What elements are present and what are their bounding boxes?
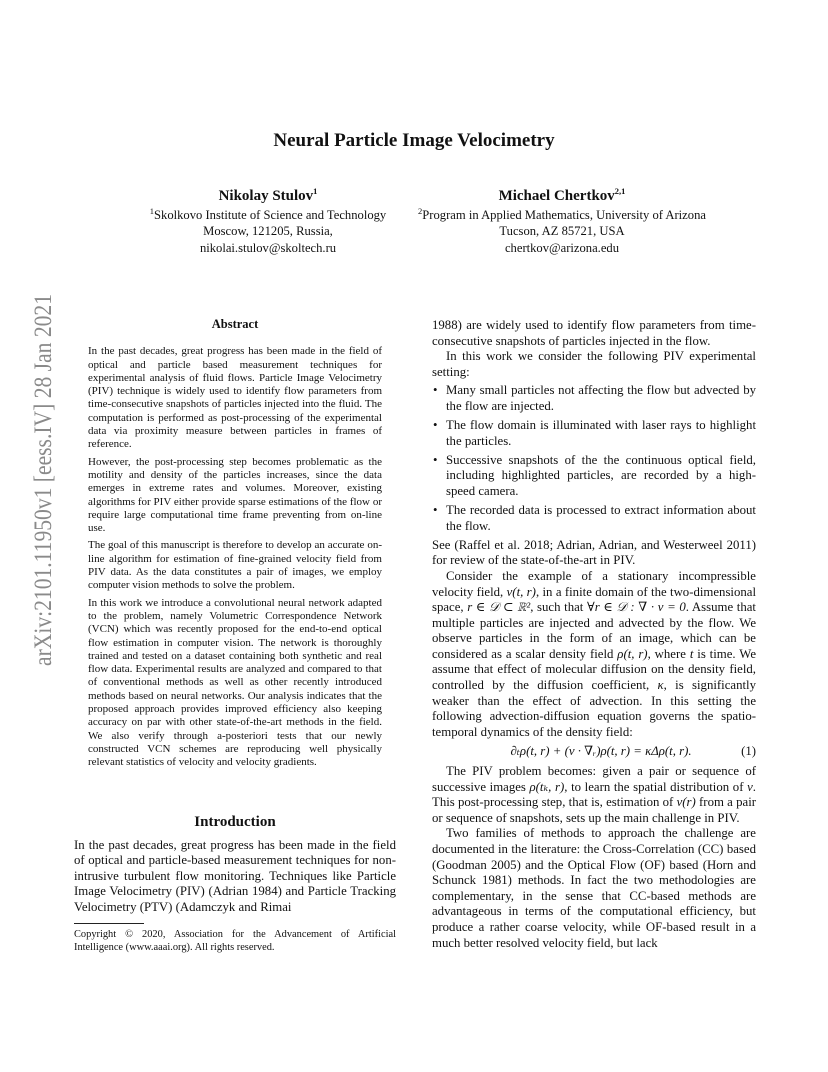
abstract-paragraph-4: In this work we introduce a convolutional neural network adapted to the problem, namely Volumetric Correspondence Network (VCN) which was recently proposed for the end-to-end optical flow estimation in computer vision. The network is thoroughly trained and tested on a dataset containing both synthetic and real flow data. Experimental results are analyzed and compared to that of conventional methods as well as other recently introduced methods based on neural networks. Our analysis indicates that the proposed approach provides improved efficiency also keeping accuracy on par with other state-of-the-art methods in the field. We also verify through a-posteriori tests that our newly constructed VCN schemes are reproducing well physically relevant statistics of velocity and velocity gradients. [88,596,382,769]
author-1-sup: 1 [313,186,318,196]
paper-title: Neural Particle Image Velocimetry [273,130,555,151]
abstract-paragraph-3: The goal of this manuscript is therefore to develop an accurate on-line algorithm for estimation of fine-grained velocity field from PIV data. As the data constitutes a pair of images, we employ computer vision methods to solve the problem. [88,539,382,592]
bullet-icon: • [433,503,438,518]
bullet-icon: • [433,383,438,398]
footnote-rule [74,923,144,924]
author-2-block [452,188,672,205]
author-2-name: Michael Chertkov [498,188,615,204]
list-item: • The recorded data is processed to extract information about the flow. [433,503,756,533]
author-2-address: Tucson, AZ 85721, USA [499,224,625,239]
list-item: • Successive snapshots of the the continuous optical field, including highlighted particles, are recorded by a high-speed camera. [433,452,756,498]
arxiv-identifier-stamp [14,290,62,670]
abstract-section [88,318,382,774]
abstract-paragraph-1: In the past decades, great progress has been made in the field of optical and particle based measurement techniques for experimental analysis of fluid flows. Particle Image Velocimetry (PIV) technique is widely used to identify flow parameters from time-consecutive snapshots of particles injected into the fluid. The computation is performed as post-processing of the experimental data via proximity measure between particles in frames of reference. [88,345,382,451]
right-paragraph-6: Two families of methods to approach the challenge are documented in the literature: the Cross-Correlation (CC) based (Goodman 2005) and the Optical Flow (OF) based (Horn and Schunck 1981) methods. In fact the two methodologies are complementary, in the sense that CC-based methods are advantageous in terms of the computational efficiency, but produce a rather coarse velocity, while OF-based result in a much better resolved velocity field, but lack [432,826,756,950]
right-paragraph-4: Consider the example of a stationary incompressible velocity field, v(t, r), in a finite domain of the two-dimensional space, r ∈ 𝒟 ⊂ ℝ², such that ∀r ∈ 𝒟 : ∇ · v = 0. Assume that multiple particles are injected and advected by the flow. We observe particles in the form of an image, which can be considered as a scalar density field ρ(t, r), where t is time. We assume that effect of molecular diffusion on the density field, controlled by the diffusion coefficient, κ, is significantly weaker than the effect of advection. In this setting the following advection-diffusion equation governs the spatio-temporal dynamics of the density field: [432,568,757,739]
author-1-address: Moscow, 121205, Russia, [203,224,333,239]
abstract-heading: Abstract [211,317,259,331]
arxiv-stamp-text: arXiv:2101.11950v1 [eess.IV] 28 Jan 2021 [28,290,57,666]
abstract-paragraph-2: However, the post-processing step becomes problematic as the motility and density of the particles increases, since the data emerges in extreme rates and volumes. Moreover, existing algorithms for PIV either provide sparse estimations of the flow or require large computational time frame preventing from on-line use. [88,455,382,535]
author-1-name: Nikolay Stulov [218,188,314,204]
right-paragraph-3: See (Raffel et al. 2018; Adrian, Adrian, and Westerweel 2011) for review of the state-of-the-art in PIV. [432,537,756,568]
author-1-affiliation: Skolkovo Institute of Science and Technology [154,208,387,222]
advection-diffusion-equation [432,744,756,760]
bullet-icon: • [433,452,438,467]
right-column [432,318,756,951]
introduction-section [74,838,396,915]
copyright-footnote: Copyright © 2020, Association for the Advancement of Artificial Intelligence (www.aaai.org). All rights reserved. [74,929,396,954]
author-2-sup: 2,1 [614,186,626,196]
author-2-affiliation: Program in Applied Mathematics, University of Arizona [422,208,706,222]
bullet-icon: • [433,418,438,433]
author-1-aff-sup: 1 [149,205,155,216]
list-item: • Many small particles not affecting the flow but advected by the flow are injected. [433,383,756,413]
author-2-aff-sup: 2 [418,205,423,216]
author-1-affiliation-block [128,207,408,256]
right-paragraph-5: The PIV problem becomes: given a pair or sequence of successive images ρ(tₖ, r), to learn the spatial distribution of v. This post-processing step, that is, estimation of v(r) from a pair or sequence of snapshots, sets up the main challenge in PIV. [432,764,757,825]
author-1-block [158,188,378,205]
equation-number: (1) [741,744,756,759]
author-1-email[interactable]: nikolai.stulov@skoltech.ru [199,240,337,255]
author-2-affiliation-block [402,207,722,256]
right-paragraph-1: 1988) are widely used to identify flow parameters from time-consecutive snapshots of particles injected in the flow. [432,318,756,348]
list-item: • The flow domain is illuminated with laser rays to highlight the particles. [433,418,756,448]
introduction-paragraph: In the past decades, great progress has been made in the field of optical and particle-based measurement techniques for non-intrusive turbulent flow monitoring. Techniques like Particle Image Velocimetry (PIV) (Adrian 1984) and Particle Tracking Velocimetry (PTV) (Adamczyk and Rimai [74,838,396,914]
author-2-email[interactable]: chertkov@arizona.edu [504,240,620,255]
right-paragraph-2: In this work we consider the following PIV experimental setting: [432,349,756,379]
equation-body: ∂ₜρ(t, r) + (v · ∇ᵣ)ρ(t, r) = κΔρ(t, r). [510,744,692,759]
introduction-heading: Introduction [194,814,276,830]
experimental-setting-list [432,383,756,534]
